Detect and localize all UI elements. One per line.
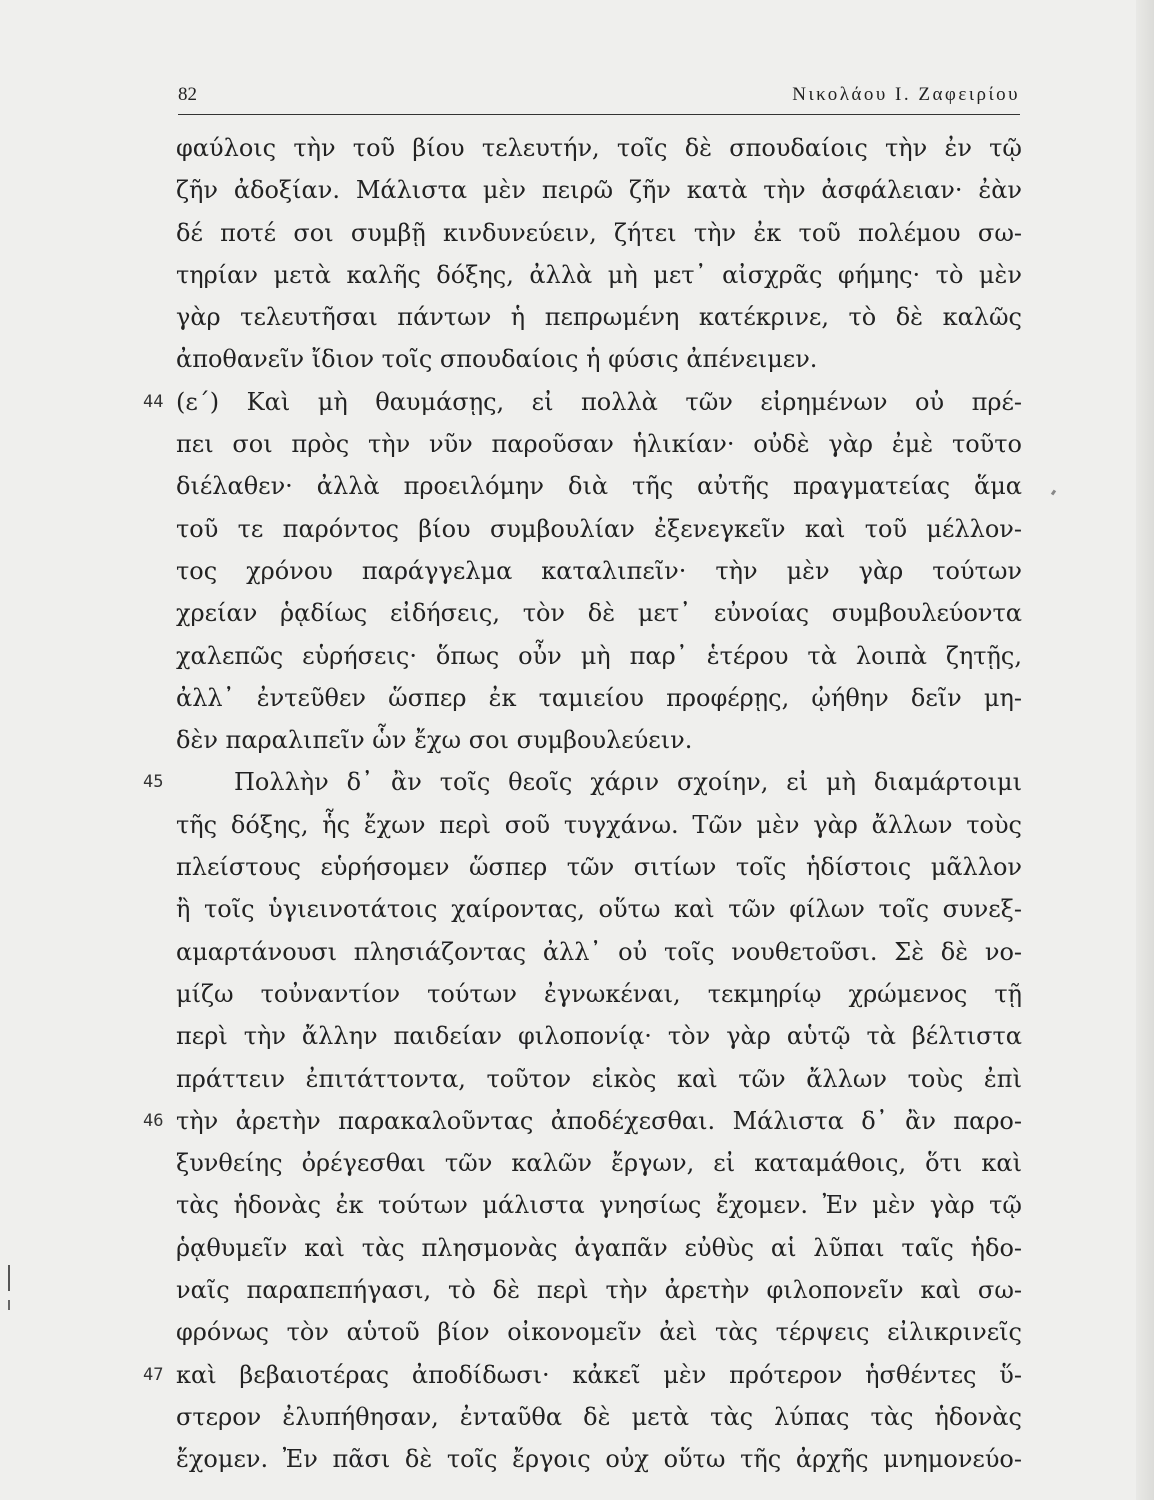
line-text: διέλαθεν· ἀλλὰ προειλόμην διὰ τῆς αὐτῆς πραγματείας ἅμα: [176, 472, 1022, 501]
line-text: ἢ τοῖς ὑγιεινοτάτοις χαίροντας, οὕτω καὶ τῶν φίλων τοῖς συνεξ-: [176, 895, 1022, 924]
line-text: Πολλὴν δ᾽ ἂν τοῖς θεοῖς χάριν σχοίην, εἰ μὴ διαμάρτοιμι: [234, 768, 1022, 797]
running-head: Νικολάου Ι. Ζαφειρίου: [792, 84, 1020, 105]
text-line: [176, 1227, 1022, 1269]
margin-section-number: 46: [143, 1110, 164, 1131]
text-line: [176, 254, 1022, 296]
line-text: ξυνθείης ὀρέγεσθαι τῶν καλῶν ἔργων, εἰ καταμάθοις, ὅτι καὶ: [176, 1149, 1022, 1178]
text-line: [176, 592, 1022, 634]
text-line: [176, 1269, 1022, 1311]
line-text: φρόνως τὸν αὑτοῦ βίον οἰκονομεῖν ἀεὶ τὰς τέρψεις εἰλικρινεῖς: [176, 1318, 1022, 1347]
line-text: αμαρτάνουσι πλησιάζοντας ἀλλ᾽ οὐ τοῖς νουθετοῦσι. Σὲ δὲ νο-: [176, 937, 1022, 966]
text-line: [176, 719, 1022, 761]
line-text: πράττειν ἐπιτάττοντα, τοῦτον εἰκὸς καὶ τῶν ἄλλων τοὺς ἐπὶ: [176, 1064, 1022, 1093]
text-line: [143, 761, 1022, 803]
page-number: 82: [178, 84, 197, 105]
line-text: πλείστους εὑρήσομεν ὥσπερ τῶν σιτίων τοῖς ἡδίστοις μᾶλλον: [176, 853, 1022, 882]
line-text: δὲν παραλιπεῖν ὧν ἔχω σοι συμβουλεύειν.: [176, 726, 693, 755]
margin-section-number: 47: [143, 1364, 164, 1385]
text-line: [176, 465, 1022, 507]
scan-mark: [8, 1300, 10, 1310]
line-text: τῆς δόξης, ἧς ἔχων περὶ σοῦ τυγχάνω. Τῶν μὲν γὰρ ἄλλων τοὺς: [176, 810, 1022, 839]
body-text: [143, 127, 1022, 1481]
line-text: πει σοι πρὸς τὴν νῦν παροῦσαν ἡλικίαν· οὐδὲ γὰρ ἐμὲ τοῦτο: [176, 430, 1022, 459]
text-line: [176, 508, 1022, 550]
line-text: μίζω τοὐναντίον τούτων ἐγνωκέναι, τεκμηρίῳ χρώμενος τῇ: [176, 979, 1022, 1008]
line-text: ἔχομεν. Ἐν πᾶσι δὲ τοῖς ἔργοις οὐχ οὕτω τῆς ἀρχῆς μνημονεύο-: [176, 1445, 1022, 1474]
scan-speck: [1051, 490, 1056, 496]
text-line: [176, 677, 1022, 719]
line-text: τος χρόνου παράγγελμα καταλιπεῖν· τὴν μὲν γὰρ τούτων: [176, 556, 1022, 585]
line-text: ἀποθανεῖν ἴδιον τοῖς σπουδαίοις ἡ φύσις ἀπένειμεν.: [176, 345, 818, 374]
text-line: [176, 550, 1022, 592]
line-text: δέ ποτέ σοι συμβῇ κινδυνεύειν, ζήτει τὴν ἐκ τοῦ πολέμου σω-: [176, 218, 1022, 247]
line-text: καὶ βεβαιοτέρας ἀποδίδωσι· κἀκεῖ μὲν πρότερον ἡσθέντες ὕ-: [176, 1360, 1022, 1389]
text-line: [176, 338, 1022, 380]
line-text: τὴν ἀρετὴν παρακαλοῦντας ἀποδέχεσθαι. Μάλιστα δ᾽ ἂν παρο-: [176, 1106, 1022, 1135]
scan-mark: [8, 1265, 10, 1291]
text-line: [176, 1396, 1022, 1438]
line-text: ῥᾳθυμεῖν καὶ τὰς πλησμονὰς ἀγαπᾶν εὐθὺς αἱ λῦπαι ταῖς ἡδο-: [176, 1233, 1022, 1262]
line-text: (ε΄) Καὶ μὴ θαυμάσῃς, εἰ πολλὰ τῶν εἰρημένων οὐ πρέ-: [176, 387, 1022, 416]
text-line: [176, 212, 1022, 254]
margin-section-number: 44: [143, 391, 164, 412]
line-text: στερον ἐλυπήθησαν, ἐνταῦθα δὲ μετὰ τὰς λύπας τὰς ἡδονὰς: [176, 1402, 1022, 1431]
line-text: ναῖς παραπεπήγασι, τὸ δὲ περὶ τὴν ἀρετὴν φιλοπονεῖν καὶ σω-: [176, 1276, 1022, 1305]
line-text: τοῦ τε παρόντος βίου συμβουλίαν ἐξενεγκεῖν καὶ τοῦ μέλλον-: [176, 514, 1022, 543]
text-line: [176, 296, 1022, 338]
line-text: ζῆν ἀδοξίαν. Μάλιστα μὲν πειρῶ ζῆν κατὰ τὴν ἀσφάλειαν· ἐὰν: [176, 176, 1022, 205]
line-text: χρείαν ῥᾳδίως εἰδήσεις, τὸν δὲ μετ᾽ εὐνοίας συμβουλεύοντα: [176, 599, 1022, 628]
line-text: ἀλλ᾽ ἐντεῦθεν ὥσπερ ἐκ ταμιείου προφέρῃς, ᾠήθην δεῖν μη-: [176, 683, 1022, 712]
text-line: [176, 1015, 1022, 1057]
page-edge-shadow: [1136, 0, 1154, 1500]
line-text: γὰρ τελευτῆσαι πάντων ἡ πεπρωμένη κατέκρινε, τὸ δὲ καλῶς: [176, 303, 1022, 332]
text-line: [176, 888, 1022, 930]
page-header: [178, 84, 1020, 115]
text-line: [176, 423, 1022, 465]
line-text: τὰς ἡδονὰς ἐκ τούτων μάλιστα γνησίως ἔχομεν. Ἐν μὲν γὰρ τῷ: [176, 1191, 1022, 1220]
text-line: [143, 381, 1022, 423]
text-line: [176, 127, 1022, 169]
text-line: [176, 804, 1022, 846]
text-line: [176, 1184, 1022, 1226]
text-line: [176, 635, 1022, 677]
margin-section-number: 45: [143, 772, 164, 793]
line-text: περὶ τὴν ἄλλην παιδείαν φιλοπονίᾳ· τὸν γὰρ αὑτῷ τὰ βέλτιστα: [176, 1022, 1022, 1051]
text-line: [176, 169, 1022, 211]
text-line: [176, 1438, 1022, 1480]
line-text: τηρίαν μετὰ καλῆς δόξης, ἀλλὰ μὴ μετ᾽ αἰσχρᾶς φήμης· τὸ μὲν: [176, 260, 1022, 289]
line-text: χαλεπῶς εὑρήσεις· ὅπως οὖν μὴ παρ᾽ ἑτέρου τὰ λοιπὰ ζητῇς,: [176, 641, 1022, 670]
text-line: [143, 1100, 1022, 1142]
text-line: [176, 1311, 1022, 1353]
line-text: φαύλοις τὴν τοῦ βίου τελευτήν, τοῖς δὲ σπουδαίοις τὴν ἐν τῷ: [176, 134, 1022, 162]
text-line: [176, 1058, 1022, 1100]
text-line: [176, 846, 1022, 888]
text-line: [176, 973, 1022, 1015]
text-line: [143, 1354, 1022, 1396]
text-line: [176, 1142, 1022, 1184]
text-line: [176, 931, 1022, 973]
